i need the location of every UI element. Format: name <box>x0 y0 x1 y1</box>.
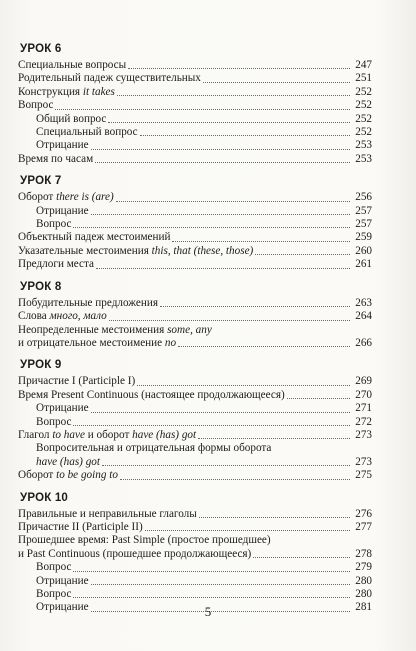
entry-title <box>18 534 271 547</box>
toc-entry <box>16 191 372 204</box>
dot-leader <box>137 385 350 386</box>
entry-title-text: Неопределенные местоимения <box>18 323 168 336</box>
entry-page-number: 280 <box>355 574 372 587</box>
dot-leader <box>255 254 350 255</box>
entry-title <box>18 231 170 244</box>
entry-title <box>18 86 115 99</box>
dot-leader <box>109 320 350 321</box>
toc-entry <box>16 218 372 231</box>
toc-entry <box>16 231 372 244</box>
entry-title <box>36 126 138 139</box>
lesson-section <box>16 492 372 615</box>
entry-title-italic: have (has) got <box>36 455 101 468</box>
entry-page-number: 269 <box>355 375 372 388</box>
entry-title <box>36 588 71 601</box>
entry-page-number: 281 <box>355 601 372 614</box>
entry-title <box>36 205 89 218</box>
entry-title <box>18 245 253 258</box>
entry-title <box>18 191 114 204</box>
dot-leader <box>73 597 350 598</box>
toc-entry <box>16 245 372 258</box>
dot-leader <box>178 346 350 347</box>
dot-leader <box>120 479 350 480</box>
entry-page-number: 270 <box>355 388 372 401</box>
entry-title <box>18 429 196 442</box>
toc-entry <box>16 99 372 112</box>
dot-leader <box>91 149 350 150</box>
entry-title <box>36 402 89 415</box>
toc-entry <box>16 402 372 415</box>
toc-entry <box>16 113 372 126</box>
toc-entry <box>16 86 372 99</box>
dot-leader <box>73 227 350 228</box>
dot-leader <box>199 517 350 518</box>
entry-title <box>18 389 285 402</box>
entry-page-number: 260 <box>355 244 372 257</box>
entry-title <box>18 521 143 534</box>
entry-title <box>18 548 251 561</box>
entry-page-number: 259 <box>355 231 372 244</box>
entry-title-text: Слова <box>18 310 50 323</box>
lesson-title: УРОК 8 <box>20 280 62 293</box>
toc-entry <box>16 205 372 218</box>
entry-title-text: Отрицание <box>36 574 89 587</box>
entry-page-number: 252 <box>355 112 372 125</box>
entry-title-text: Специальный вопрос <box>36 126 138 139</box>
entry-title-text: Вопрос <box>36 415 72 428</box>
entry-title <box>18 72 201 85</box>
lesson-section <box>16 175 372 271</box>
dot-leader <box>172 241 350 242</box>
entry-title <box>18 99 53 112</box>
entry-title-text: Побудительные предложения <box>18 296 158 309</box>
toc-entry <box>16 153 372 166</box>
dot-leader <box>95 162 350 163</box>
dot-leader <box>253 557 350 558</box>
toc-entry <box>16 508 372 521</box>
entry-title-text: Отрицание <box>36 402 89 415</box>
toc-entry <box>16 456 372 469</box>
entry-title-text: Правильные и неправильные глаголы <box>18 507 197 520</box>
entry-title <box>36 416 71 429</box>
entry-page-number: 256 <box>355 191 372 204</box>
lesson-section <box>16 281 372 351</box>
toc-entry <box>16 548 372 561</box>
entry-title-italic: have (has) got <box>132 428 197 441</box>
entry-title-text: Вопрос <box>36 588 72 600</box>
dot-leader <box>96 268 350 269</box>
entry-title <box>36 139 89 152</box>
entry-title <box>18 310 107 323</box>
entry-title-text: Причастие I (Participle I) <box>18 375 136 388</box>
lesson-title: УРОК 6 <box>20 43 62 55</box>
entry-title-text: Прошедшее время: Past Simple (простое прошедшее) <box>18 534 271 547</box>
entry-page-number: 252 <box>355 126 372 139</box>
entry-page-number: 272 <box>355 415 372 428</box>
dot-leader <box>145 530 350 531</box>
entry-title <box>18 469 118 482</box>
entry-title <box>36 113 106 126</box>
entry-page-number: 247 <box>355 59 372 71</box>
entry-title-text: Специальные вопросы <box>18 59 127 71</box>
entry-title <box>36 456 100 469</box>
entry-page-number: 276 <box>355 507 372 520</box>
toc-entry <box>16 375 372 388</box>
entry-page-number: 261 <box>355 258 372 271</box>
entry-page-number: 280 <box>355 588 372 600</box>
entry-title <box>36 442 271 455</box>
entry-page-number: 278 <box>355 547 372 560</box>
toc-entry <box>16 139 372 152</box>
toc-entry <box>16 258 372 271</box>
lesson-section <box>16 43 372 166</box>
entry-title-italic: to have <box>52 428 85 441</box>
entry-title <box>18 508 197 521</box>
entry-title <box>18 258 94 271</box>
toc-entry <box>16 521 372 534</box>
entry-title-text: Отрицание <box>36 139 89 152</box>
entry-page-number: 279 <box>355 561 372 574</box>
dot-leader <box>108 122 350 123</box>
toc-entry <box>16 575 372 588</box>
lesson-section <box>16 359 372 482</box>
entry-page-number: 266 <box>355 336 372 349</box>
entry-title <box>18 59 126 72</box>
dot-leader <box>91 584 350 585</box>
table-of-contents <box>16 43 372 624</box>
dot-leader <box>102 465 350 466</box>
toc-entry <box>16 534 372 547</box>
dot-leader <box>91 214 350 215</box>
toc-entry <box>16 126 372 139</box>
entry-title-text: и оборот <box>84 428 133 441</box>
toc-entry <box>16 588 372 601</box>
toc-entry <box>16 310 372 323</box>
entry-page-number: 257 <box>355 218 372 231</box>
entry-title-text: Родительный падеж существительных <box>18 72 201 85</box>
toc-entry <box>16 442 372 455</box>
lesson-title: УРОК 9 <box>20 359 62 372</box>
entry-title-text: Вопрос <box>36 218 72 231</box>
toc-entry <box>16 297 372 310</box>
page-number: 5 <box>204 604 212 619</box>
entry-page-number: 252 <box>355 85 372 98</box>
entry-page-number: 273 <box>355 455 372 468</box>
entry-title <box>36 561 71 574</box>
toc-entry <box>16 59 372 72</box>
dot-leader <box>287 398 350 399</box>
dot-leader <box>117 95 350 96</box>
entry-title <box>36 575 89 588</box>
dot-leader <box>140 135 350 136</box>
entry-title-text: Отрицание <box>36 601 89 614</box>
toc-entry <box>16 429 372 442</box>
entry-title-text: Общий вопрос <box>36 112 107 125</box>
entry-page-number: 277 <box>355 520 372 533</box>
entry-title-italic: this, that (these, those) <box>151 244 254 257</box>
entry-title-text: Вопрос <box>36 561 72 574</box>
entry-title-text: Причастие II (Participle II) <box>18 520 143 533</box>
entry-page-number: 252 <box>355 99 372 112</box>
entry-title <box>18 375 135 388</box>
entry-title-text: Глагол <box>18 428 53 441</box>
entry-page-number: 251 <box>355 72 372 85</box>
entry-title-italic: много, мало <box>49 310 107 323</box>
lesson-title: УРОК 7 <box>20 175 62 188</box>
dot-leader <box>91 412 350 413</box>
entry-title-text: Предлоги места <box>18 258 95 271</box>
entry-title-text: Вопрос <box>18 99 54 112</box>
toc-entry <box>16 469 372 482</box>
dot-leader <box>160 306 350 307</box>
toc-entry <box>16 389 372 402</box>
entry-title-text: Время Present Continuous (настоящее продолжающееся) <box>18 388 285 401</box>
toc-entry <box>16 324 372 337</box>
dot-leader <box>73 571 350 572</box>
entry-page-number: 264 <box>355 310 372 323</box>
entry-title-text: и Past Continuous (прошедшее продолжающееся) <box>18 547 252 560</box>
entry-title-text: Объектный падеж местоимений <box>18 231 171 244</box>
entry-title-italic: no <box>164 336 177 349</box>
entry-title-italic: some, any <box>167 323 212 336</box>
entry-title-text: Вопросительная и отрицательная формы оборота <box>36 442 272 455</box>
entry-title <box>18 297 158 310</box>
entry-title <box>18 337 176 350</box>
toc-entry <box>16 416 372 429</box>
entry-title-italic: to be going to <box>56 469 118 482</box>
entry-title-text: Отрицание <box>36 204 89 217</box>
entry-page-number: 275 <box>355 469 372 482</box>
entry-title-text: и отрицательное местоимение <box>18 336 165 349</box>
dot-leader <box>198 438 350 439</box>
entry-page-number: 257 <box>355 204 372 217</box>
entry-title <box>18 324 212 337</box>
entry-title-text: Время по часам <box>18 152 94 165</box>
entry-page-number: 273 <box>355 428 372 441</box>
entry-title-text: Оборот <box>18 191 57 204</box>
toc-entry <box>16 337 372 350</box>
lesson-title: УРОК 10 <box>20 491 69 504</box>
entry-page-number: 253 <box>355 139 372 152</box>
dot-leader <box>116 201 350 202</box>
entry-page-number: 253 <box>355 152 372 165</box>
dot-leader <box>128 68 350 69</box>
entry-page-number: 271 <box>355 402 372 415</box>
toc-entry <box>16 72 372 85</box>
entry-title-italic: it takes <box>82 85 115 98</box>
entry-title-text: Конструкция <box>18 85 83 98</box>
toc-entry <box>16 561 372 574</box>
dot-leader <box>55 109 350 110</box>
entry-title-text: Указательные местоимения <box>18 244 152 257</box>
entry-title <box>18 153 93 166</box>
entry-title-italic: there is (are) <box>56 191 114 204</box>
dot-leader <box>203 82 350 83</box>
entry-title <box>36 218 71 231</box>
dot-leader <box>73 425 350 426</box>
entry-page-number: 263 <box>355 296 372 309</box>
entry-title-text: Оборот <box>18 469 57 482</box>
